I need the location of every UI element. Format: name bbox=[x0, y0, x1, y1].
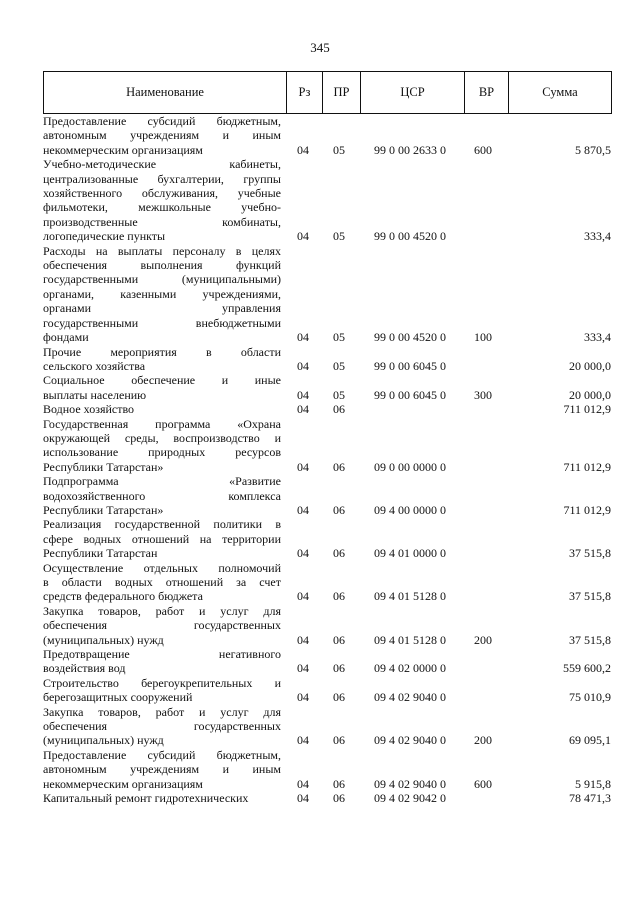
row-vr: 600 bbox=[474, 142, 492, 157]
row-name bbox=[43, 373, 281, 402]
row-name-line: Предоставление субсидий бюджетным, bbox=[43, 114, 281, 128]
header-sum: Сумма bbox=[509, 72, 612, 114]
row-vr: 200 bbox=[474, 733, 492, 748]
row-name-line: Расходы на выплаты персоналу в целях bbox=[43, 243, 281, 258]
row-vr: 600 bbox=[474, 776, 492, 791]
header-name: Наименование bbox=[44, 72, 287, 114]
row-sum: 37 515,8 bbox=[569, 589, 611, 604]
row-rz: 04 bbox=[297, 632, 309, 647]
row-rz: 04 bbox=[297, 330, 309, 345]
row-sum: 37 515,8 bbox=[569, 546, 611, 561]
row-csr: 09 4 02 9040 0 bbox=[374, 733, 446, 748]
row-vr: 200 bbox=[474, 632, 492, 647]
header-csr: ЦСР bbox=[361, 72, 465, 114]
row-name-line: фильмотеки, межшкольные учебно- bbox=[43, 200, 281, 215]
row-pr: 06 bbox=[333, 502, 345, 517]
row-csr: 09 4 01 5128 0 bbox=[374, 589, 446, 604]
row-sum: 78 471,3 bbox=[569, 791, 611, 806]
row-name bbox=[43, 244, 281, 345]
row-csr: 09 4 02 9042 0 bbox=[374, 791, 446, 806]
table-row bbox=[43, 676, 611, 705]
row-name-line: автономным учреждениям и иным bbox=[43, 762, 281, 777]
row-name-line: некоммерческим организациям bbox=[43, 776, 203, 791]
row-name bbox=[43, 345, 281, 374]
header-rz: Рз bbox=[287, 72, 323, 114]
row-pr: 06 bbox=[333, 589, 345, 604]
row-name bbox=[43, 561, 281, 604]
table-row bbox=[43, 474, 611, 517]
table-row bbox=[43, 561, 611, 604]
row-name bbox=[43, 114, 281, 157]
row-rz: 04 bbox=[297, 142, 309, 157]
table-row bbox=[43, 705, 611, 748]
table-row bbox=[43, 791, 611, 805]
row-name bbox=[43, 647, 281, 676]
row-name bbox=[43, 791, 281, 805]
row-pr: 05 bbox=[333, 229, 345, 244]
table-row bbox=[43, 604, 611, 647]
row-name-line: окружающей среды, воспроизводство и bbox=[43, 430, 281, 445]
row-csr: 09 0 00 0000 0 bbox=[374, 459, 446, 474]
row-name-line: логопедические пункты bbox=[43, 229, 166, 244]
row-name bbox=[43, 474, 281, 517]
row-csr: 09 4 02 9040 0 bbox=[374, 776, 446, 791]
row-name-line: берегозащитных сооружений bbox=[43, 690, 193, 705]
row-csr: 09 4 01 5128 0 bbox=[374, 632, 446, 647]
row-name bbox=[43, 402, 281, 416]
row-pr: 05 bbox=[333, 387, 345, 402]
row-name-line: Закупка товаров, работ и услуг для bbox=[43, 704, 281, 719]
row-name-line: Закупка товаров, работ и услуг для bbox=[43, 603, 281, 618]
row-name-line: Предотвращение негативного bbox=[43, 647, 281, 662]
row-csr: 09 4 00 0000 0 bbox=[374, 502, 446, 517]
row-name-line: Республики Татарстан» bbox=[43, 459, 164, 474]
row-name-line: сфере водных отношений на территории bbox=[43, 531, 281, 546]
row-pr: 06 bbox=[333, 690, 345, 705]
table-header bbox=[43, 71, 612, 114]
row-name-line: воздействия вод bbox=[43, 661, 126, 676]
row-sum: 333,4 bbox=[584, 229, 611, 244]
table-row bbox=[43, 647, 611, 676]
table-row bbox=[43, 373, 611, 402]
row-name-line: в области водных отношений за счет bbox=[43, 575, 281, 589]
row-name-line: Учебно-методические кабинеты, bbox=[43, 157, 281, 172]
row-name-line: Республики Татарстан» bbox=[43, 502, 164, 517]
row-name-line: водохозяйственного комплекса bbox=[43, 488, 281, 503]
row-name-line: сельского хозяйства bbox=[43, 358, 146, 373]
table-row bbox=[43, 517, 611, 560]
page-number: 345 bbox=[310, 40, 330, 55]
row-name bbox=[43, 705, 281, 748]
row-name-line: производственные комбинаты, bbox=[43, 214, 281, 229]
row-name bbox=[43, 157, 281, 243]
table-row bbox=[43, 114, 611, 157]
row-pr: 06 bbox=[333, 402, 345, 417]
row-csr: 99 0 00 6045 0 bbox=[374, 387, 446, 402]
row-name-line: Социальное обеспечение и иные bbox=[43, 373, 281, 388]
row-rz: 04 bbox=[297, 502, 309, 517]
row-sum: 5 915,8 bbox=[575, 776, 611, 791]
header-vr: ВР bbox=[465, 72, 509, 114]
row-name-line: органами управления bbox=[43, 301, 281, 316]
table-row bbox=[43, 345, 611, 374]
row-name-line: использование природных ресурсов bbox=[43, 445, 281, 460]
row-sum: 711 012,9 bbox=[563, 502, 611, 517]
row-name-line: государственными внебюджетными bbox=[43, 315, 281, 330]
row-vr: 100 bbox=[474, 330, 492, 345]
row-name bbox=[43, 604, 281, 647]
row-pr: 06 bbox=[333, 546, 345, 561]
row-name-line: Республики Татарстан bbox=[43, 546, 158, 561]
row-sum: 20 000,0 bbox=[569, 358, 611, 373]
table-row bbox=[43, 157, 611, 243]
row-name bbox=[43, 417, 281, 475]
table-row bbox=[43, 402, 611, 416]
row-name-line: хозяйственного обслуживания, учебные bbox=[43, 186, 281, 201]
row-name-line: Капитальный ремонт гидротехнических bbox=[43, 791, 249, 806]
row-pr: 05 bbox=[333, 330, 345, 345]
row-csr: 99 0 00 2633 0 bbox=[374, 142, 446, 157]
row-rz: 04 bbox=[297, 733, 309, 748]
row-rz: 04 bbox=[297, 402, 309, 417]
row-name bbox=[43, 517, 281, 560]
row-rz: 04 bbox=[297, 791, 309, 806]
row-name-line: Подпрограмма «Развитие bbox=[43, 474, 281, 489]
row-pr: 06 bbox=[333, 459, 345, 474]
row-sum: 75 010,9 bbox=[569, 690, 611, 705]
table-row bbox=[43, 748, 611, 791]
row-csr: 09 4 02 9040 0 bbox=[374, 690, 446, 705]
row-pr: 05 bbox=[333, 358, 345, 373]
row-pr: 06 bbox=[333, 791, 345, 806]
row-sum: 20 000,0 bbox=[569, 387, 611, 402]
row-name-line: (муниципальных) нужд bbox=[43, 632, 164, 647]
row-pr: 06 bbox=[333, 661, 345, 676]
row-pr: 06 bbox=[333, 776, 345, 791]
row-rz: 04 bbox=[297, 459, 309, 474]
table-row bbox=[43, 417, 611, 475]
row-name-line: Реализация государственной политики в bbox=[43, 517, 281, 532]
row-csr: 99 0 00 4520 0 bbox=[374, 330, 446, 345]
row-name-line: средств федерального бюджета bbox=[43, 589, 203, 604]
table-row bbox=[43, 244, 611, 345]
row-pr: 06 bbox=[333, 733, 345, 748]
row-csr: 99 0 00 4520 0 bbox=[374, 229, 446, 244]
row-name-line: обеспечения государственных bbox=[43, 719, 281, 734]
row-name-line: обеспечения государственных bbox=[43, 618, 281, 633]
row-sum: 559 600,2 bbox=[563, 661, 611, 676]
row-name-line: государственными (муниципальными) bbox=[43, 272, 281, 287]
row-name-line: автономным учреждениям и иным bbox=[43, 128, 281, 143]
row-pr: 06 bbox=[333, 632, 345, 647]
row-rz: 04 bbox=[297, 387, 309, 402]
row-rz: 04 bbox=[297, 546, 309, 561]
row-sum: 711 012,9 bbox=[563, 459, 611, 474]
row-name-line: (муниципальных) нужд bbox=[43, 733, 164, 748]
row-name bbox=[43, 748, 281, 791]
row-sum: 37 515,8 bbox=[569, 632, 611, 647]
row-name-line: централизованные бухгалтерии, группы bbox=[43, 171, 281, 186]
row-rz: 04 bbox=[297, 229, 309, 244]
row-csr: 09 4 02 0000 0 bbox=[374, 661, 446, 676]
row-name-line: Государственная программа «Охрана bbox=[43, 416, 281, 431]
row-rz: 04 bbox=[297, 690, 309, 705]
row-name-line: Прочие мероприятия в области bbox=[43, 344, 281, 359]
row-name bbox=[43, 676, 281, 705]
row-csr: 99 0 00 6045 0 bbox=[374, 358, 446, 373]
row-rz: 04 bbox=[297, 661, 309, 676]
row-name-line: Предоставление субсидий бюджетным, bbox=[43, 747, 281, 762]
row-sum: 333,4 bbox=[584, 330, 611, 345]
row-name-line: Осуществление отдельных полномочий bbox=[43, 560, 281, 575]
row-sum: 5 870,5 bbox=[575, 142, 611, 157]
row-name-line: органами, казенными учреждениями, bbox=[43, 286, 281, 301]
row-name-line: обеспечения выполнения функций bbox=[43, 258, 281, 273]
row-name-line: некоммерческим организациям bbox=[43, 142, 203, 157]
row-pr: 05 bbox=[333, 142, 345, 157]
row-rz: 04 bbox=[297, 776, 309, 791]
row-name-line: Водное хозяйство bbox=[43, 402, 135, 417]
row-name-line: фондами bbox=[43, 330, 89, 345]
header-pr: ПР bbox=[323, 72, 361, 114]
row-name-line: выплаты населению bbox=[43, 387, 147, 402]
row-rz: 04 bbox=[297, 589, 309, 604]
row-vr: 300 bbox=[474, 387, 492, 402]
row-name-line: Строительство берегоукрепительных и bbox=[43, 675, 281, 690]
row-csr: 09 4 01 0000 0 bbox=[374, 546, 446, 561]
row-sum: 69 095,1 bbox=[569, 733, 611, 748]
row-sum: 711 012,9 bbox=[563, 402, 611, 417]
row-rz: 04 bbox=[297, 358, 309, 373]
table-body bbox=[43, 114, 611, 806]
